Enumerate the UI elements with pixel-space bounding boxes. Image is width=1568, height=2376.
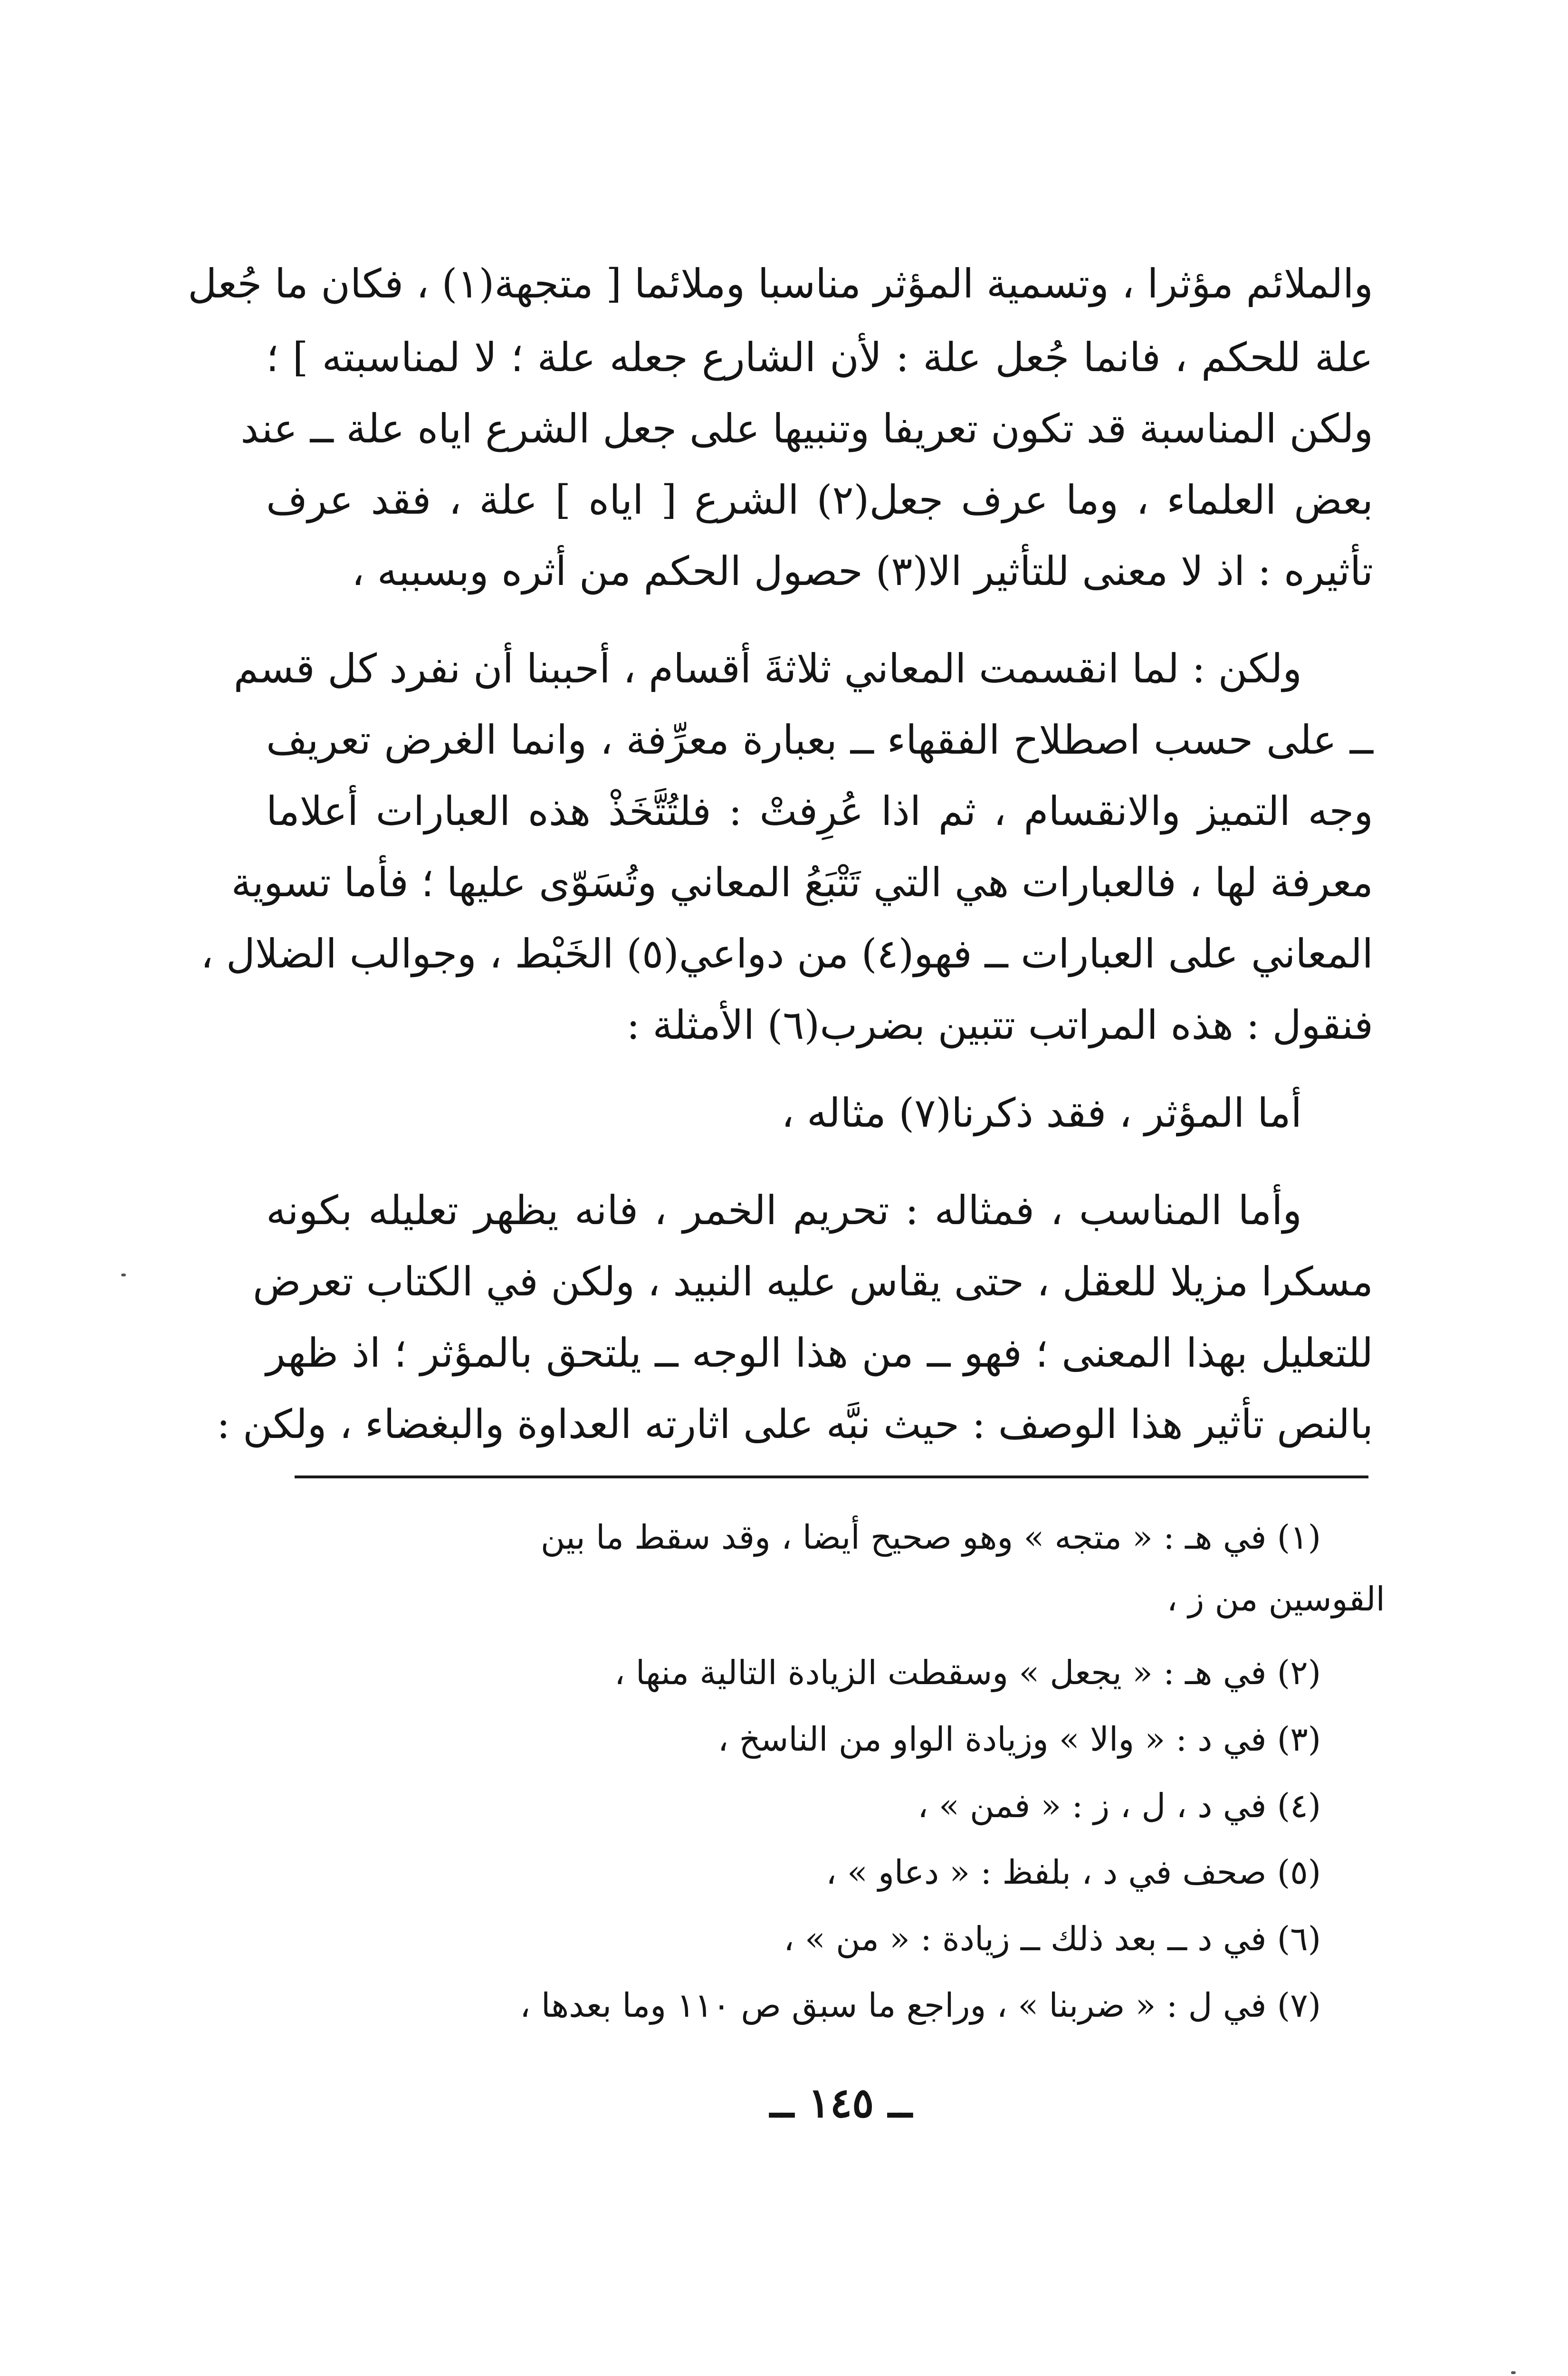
body-line-1: والملائم مؤثرا ، وتسمية المؤثر مناسبا وملائما [ متجهة(١) ، فكان ما جُعل <box>188 260 1373 307</box>
body-line-7: ــ على حسب اصطلاح الفقهاء ــ بعبارة معرِّفة ، وانما الغرض تعريف <box>266 717 1373 763</box>
body-line-15: للتعليل بهذا المعنى ؛ فهو ــ من هذا الوجه ــ يلتحق بالمؤثر ؛ اذ ظهر <box>266 1330 1373 1376</box>
scan-speck <box>1511 2371 1516 2374</box>
body-line-11: فنقول : هذه المراتب تتبين بضرب(٦) الأمثلة : <box>626 1002 1373 1048</box>
page-number: ــ ١٤٥ ــ <box>770 2079 912 2127</box>
footnote-6: (٦) في د ــ بعد ذلك ــ زيادة : « من » ، <box>784 1919 1321 1958</box>
body-line-12: أما المؤثر ، فقد ذكرنا(٧) مثاله ، <box>781 1090 1302 1136</box>
footnote-2: (٢) في هـ : « يجعل » وسقطت الزيادة التالية منها ، <box>614 1653 1321 1692</box>
body-line-10: المعاني على العبارات ــ فهو(٤) من دواعي(٥) الخَبْط ، وجوالب الضلال ، <box>201 930 1373 977</box>
scan-speck <box>121 1274 126 1276</box>
body-line-9: معرفة لها ، فالعبارات هي التي تَتْبَعُ المعاني وتُسَوّى عليها ؛ فأما تسوية <box>231 859 1373 906</box>
body-line-8: وجه التميز والانقسام ، ثم اذا عُرِفتْ : فلتُتَّخَذْ هذه العبارات أعلاما <box>266 788 1373 834</box>
body-line-16: بالنص تأثير هذا الوصف : حيث نبَّه على اثارته العداوة والبغضاء ، ولكن : <box>216 1401 1373 1447</box>
body-line-13: وأما المناسب ، فمثاله : تحريم الخمر ، فانه يظهر تعليله بكونه <box>266 1187 1302 1234</box>
body-line-4: بعض العلماء ، وما عرف جعل(٢) الشرع [ اياه ] علة ، فقد عرف <box>266 477 1373 523</box>
body-line-2: علة للحكم ، فانما جُعل علة : لأن الشارع جعله علة ؛ لا لمناسبته ] ؛ <box>266 334 1373 381</box>
body-line-3: ولكن المناسبة قد تكون تعريفا وتنبيها على جعل الشرع اياه علة ــ عند <box>240 405 1373 452</box>
footnote-rule <box>295 1475 1368 1478</box>
footnote-4: (٤) في د ، ل ، ز : « فمن » ، <box>918 1786 1321 1825</box>
footnote-7: (٧) في ل : « ضربنا » ، وراجع ما سبق ص ١١٠ وما بعدها ، <box>520 1986 1321 2025</box>
footnote-3: (٣) في د : « والا » وزيادة الواو من الناسخ ، <box>717 1720 1321 1759</box>
footnote-5: (٥) صحف في د ، بلفظ : « دعاو » ، <box>826 1853 1321 1892</box>
body-line-5: تأثيره : اذ لا معنى للتأثير الا(٣) حصول الحكم من أثره وبسببه ، <box>351 548 1373 594</box>
body-line-6: ولكن : لما انقسمت المعاني ثلاثةَ أقسام ، أحببنا أن نفرد كل قسم <box>233 645 1302 692</box>
body-line-14: مسكرا مزيلا للعقل ، حتى يقاس عليه النبيد ، ولكن في الكتاب تعرض <box>253 1258 1373 1305</box>
footnote-1: (١) في هـ : « متجه » وهو صحيح أيضا ، وقد سقط ما بين <box>540 1518 1321 1557</box>
footnote-1-continued: القوسين من ز ، <box>1166 1580 1385 1619</box>
